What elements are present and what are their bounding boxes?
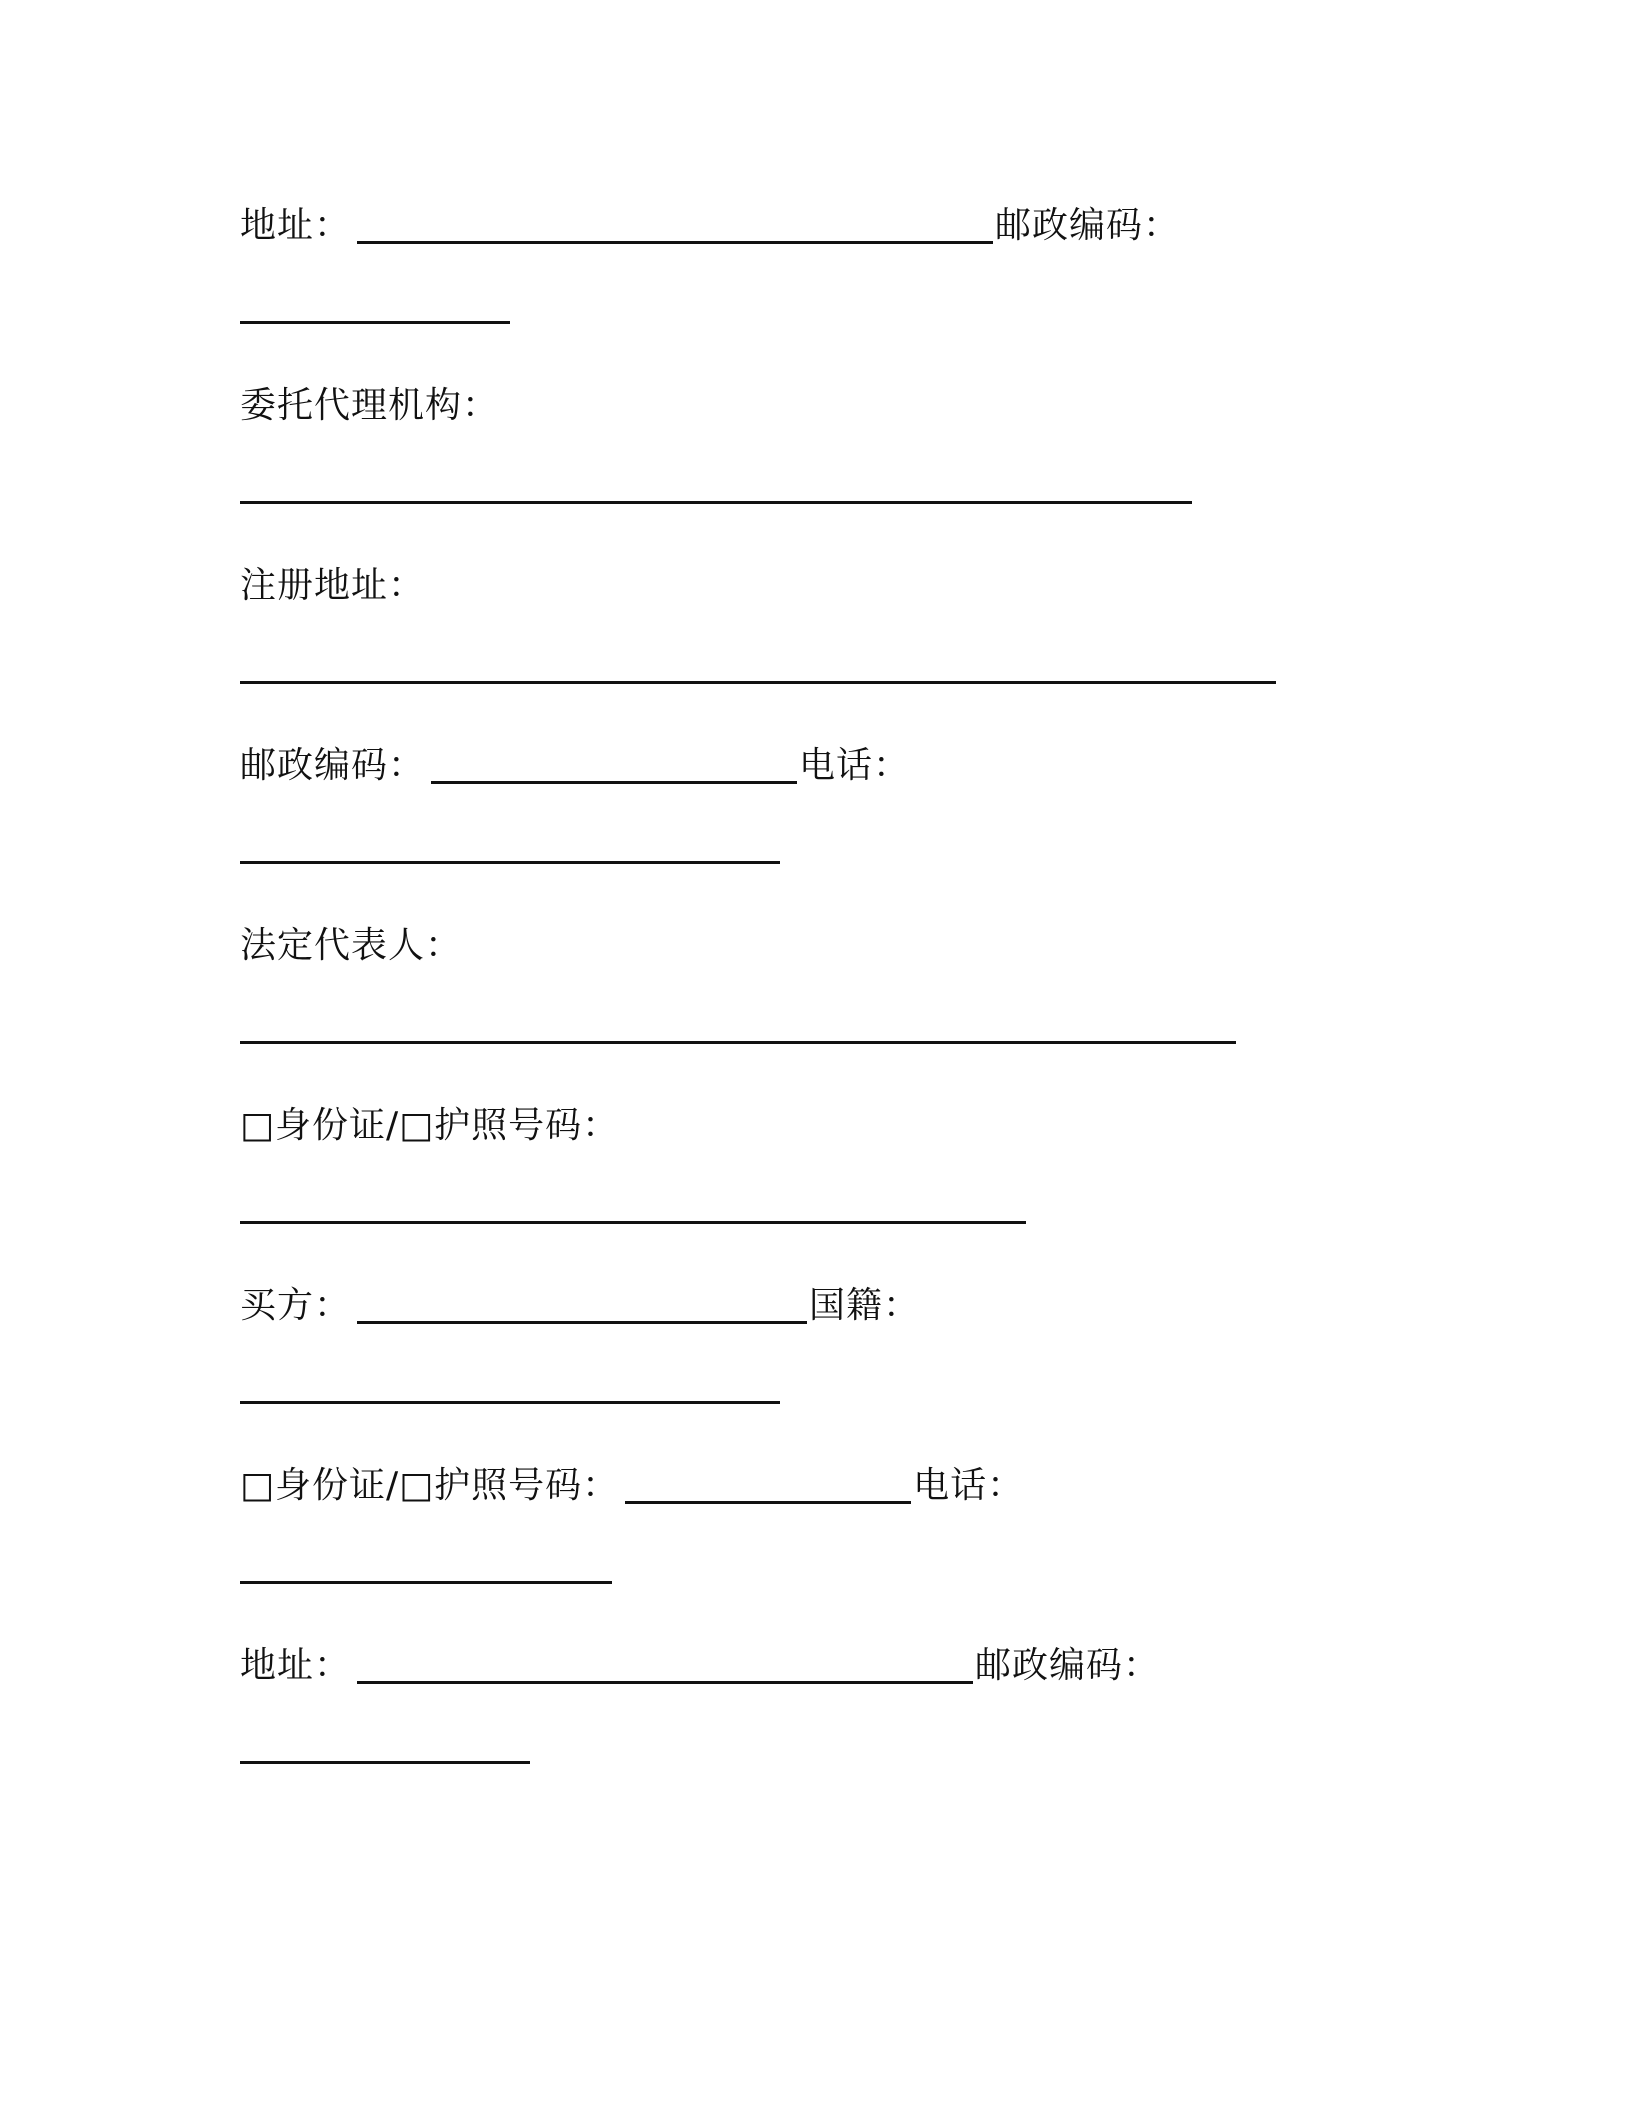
legal-rep-id-row xyxy=(240,1090,619,1150)
legal-rep-blank[interactable] xyxy=(240,1001,1236,1044)
agency-phone-blank-row xyxy=(240,810,782,870)
seller-postcode-label: 邮政编码： xyxy=(995,205,1181,246)
registered-address-blank-row xyxy=(240,630,1278,690)
buyer-address-blank[interactable] xyxy=(357,1641,973,1684)
seller-postcode-row xyxy=(240,270,512,330)
agency-postcode-blank[interactable] xyxy=(431,741,797,784)
buyer-id-label: □身份证/□护照号码： xyxy=(240,1465,620,1506)
agency-phone-blank[interactable] xyxy=(240,821,780,864)
agency-label: 委托代理机构： xyxy=(240,385,500,426)
buyer-id-row xyxy=(240,1450,1024,1510)
nationality-blank-row xyxy=(240,1350,782,1410)
seller-address-row xyxy=(240,190,1180,250)
buyer-postcode-label: 邮政编码： xyxy=(975,1645,1161,1686)
buyer-row xyxy=(240,1270,920,1330)
buyer-phone-label: 电话： xyxy=(913,1465,1025,1506)
registered-address-blank[interactable] xyxy=(240,641,1276,684)
seller-address-label: 地址： xyxy=(240,205,352,246)
buyer-address-row xyxy=(240,1630,1160,1690)
agency-postcode-label: 邮政编码： xyxy=(240,745,426,786)
legal-rep-id-blank-row xyxy=(240,1170,1028,1230)
agency-blank-row xyxy=(240,450,1194,510)
nationality-blank[interactable] xyxy=(240,1361,780,1404)
seller-postcode-blank[interactable] xyxy=(240,281,510,324)
buyer-id-blank[interactable] xyxy=(625,1461,911,1504)
agency-postcode-row xyxy=(240,730,910,790)
registered-address-label: 注册地址： xyxy=(240,565,426,606)
buyer-phone-blank-row xyxy=(240,1530,614,1590)
buyer-postcode-blank[interactable] xyxy=(240,1721,530,1764)
seller-address-blank[interactable] xyxy=(357,201,993,244)
legal-rep-row xyxy=(240,910,462,970)
buyer-address-label: 地址： xyxy=(240,1645,352,1686)
legal-rep-label: 法定代表人： xyxy=(240,925,463,966)
buyer-postcode-blank-row xyxy=(240,1710,532,1770)
registered-address-row xyxy=(240,550,425,610)
agency-row xyxy=(240,370,499,430)
agency-blank[interactable] xyxy=(240,461,1192,504)
buyer-label: 买方： xyxy=(240,1285,352,1326)
agency-phone-label: 电话： xyxy=(799,745,911,786)
legal-rep-id-label: □身份证/□护照号码： xyxy=(240,1105,620,1146)
buyer-phone-blank[interactable] xyxy=(240,1541,612,1584)
buyer-blank[interactable] xyxy=(357,1281,807,1324)
nationality-label: 国籍： xyxy=(809,1285,921,1326)
legal-rep-id-blank[interactable] xyxy=(240,1181,1026,1224)
legal-rep-blank-row xyxy=(240,990,1238,1050)
